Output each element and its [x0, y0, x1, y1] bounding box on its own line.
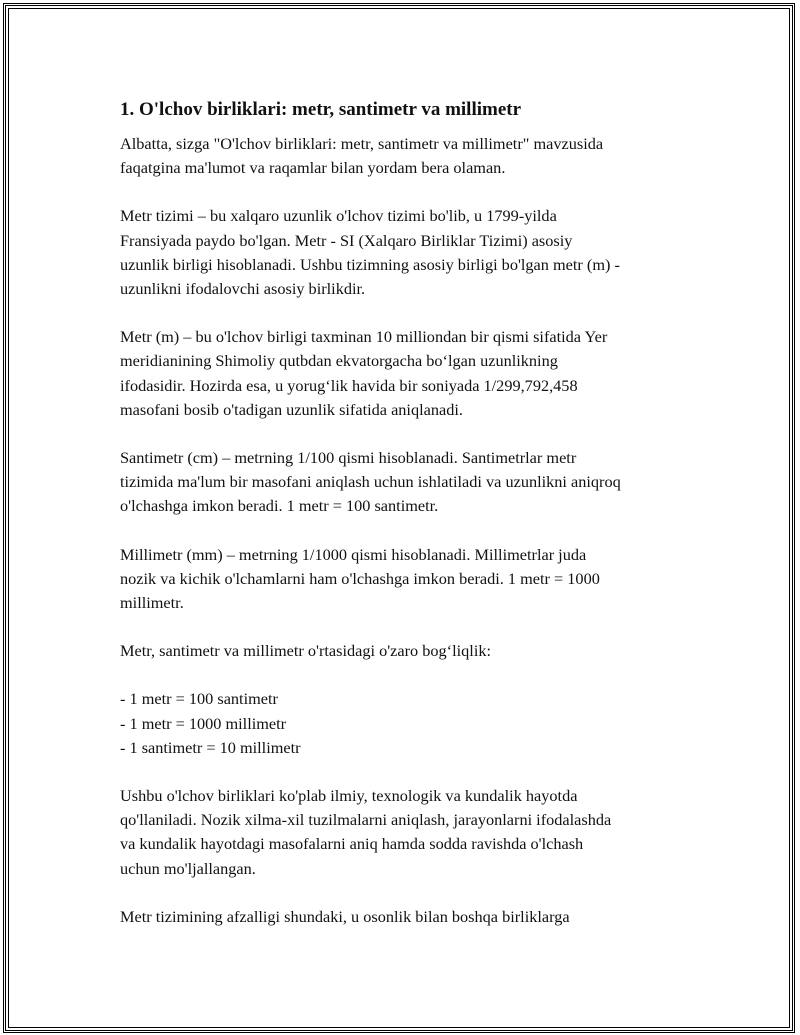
paragraph-metre-definition: Metr (m) – bu o'lchov birligi taxminan 10 milliondan bir qismi sifatida Yer meridianining Shimoliy qutbdan ekvatorgacha bo‘lgan uzunlikning ifodasidir. Hozirda esa, u yorug‘lik havida bir soniyada 1/299,792,458 masofani bosib o'tadigan uzunlik sifatida aniqlanadi. [120, 327, 608, 419]
paragraph-centimetre: Santimetr (cm) – metrning 1/100 qismi hisoblanadi. Santimetrlar metr tizimida ma'lum bir masofani aniqlash uchun ishlatiladi va uzunlikni aniqroq o'lchashga imkon beradi. 1 metr = 100 santimetr. [120, 448, 621, 516]
section-heading: 1. O'lchov birliklari: metr, santimetr va millimetr [120, 99, 522, 120]
list-item: - 1 metr = 1000 millimetr [120, 713, 287, 733]
paragraph-metric-system: Metr tizimi – bu xalqaro uzunlik o'lchov tizimi bo'lib, u 1799-yilda Fransiyada paydo bo'lgan. Metr - SI (Xalqaro Birliklar Tizimi) asosiy uzunlik birligi hisoblanadi. Ushbu tizimning asosiy birligi bo'lgan metr (m) - uzunlikni ifodalovchi asosiy birlikdir. [120, 206, 620, 299]
list-item: - 1 santimetr = 10 millimetr [120, 737, 301, 757]
paragraph-relationship-intro: Metr, santimetr va millimetr o'rtasidagi o'zaro bog‘liqlik: [120, 641, 492, 661]
paragraph-millimetre: Millimetr (mm) – metrning 1/1000 qismi hisoblanadi. Millimetrlar juda nozik va kichik o'lchamlarni ham o'lchashga imkon beradi. 1 metr = 1000 millimetr. [120, 544, 600, 613]
conversion-list [120, 687, 690, 760]
paragraph-advantage: Metr tizimining afzalligi shundaki, u osonlik bilan boshqa birliklarga [120, 906, 570, 926]
list-item: - 1 metr = 100 santimetr [120, 689, 278, 709]
paragraph-usage: Ushbu o'lchov birliklari ko'plab ilmiy, texnologik va kundalik hayotda qo'llaniladi. Nozik xilma-xil tuzilmalarni aniqlash, jarayonlarni ifodalashda va kundalik hayotdagi masofalarni aniq hamda sodda ravishda o'lchash uchun mo'ljallangan. [120, 786, 612, 878]
paragraph-intro: Albatta, sizga "O'lchov birliklari: metr, santimetr va millimetr" mavzusida faqatgina ma'lumot va raqamlar bilan yordam bera olaman. [120, 134, 604, 178]
document-body [120, 98, 690, 953]
page-frame [3, 3, 795, 1033]
